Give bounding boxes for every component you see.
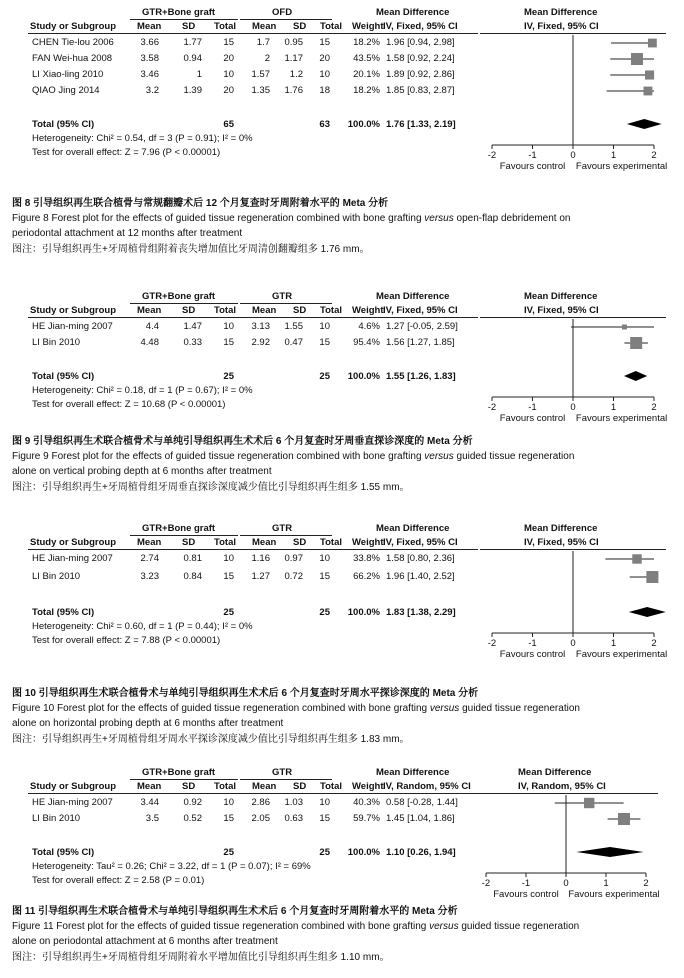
mean1: 3.46 bbox=[140, 69, 159, 80]
caption-en-pre: Figure 11 Forest plot for the effects of guided tissue regeneration combined with bone grafting bbox=[12, 921, 430, 932]
column-header: Mean bbox=[137, 781, 162, 792]
plot-method-header: IV, Fixed, 95% CI bbox=[524, 305, 599, 316]
mean1: 3.23 bbox=[140, 571, 159, 582]
heterogeneity: Heterogeneity: Chi² = 0.18, df = 1 (P = 0.67); I² = 0% bbox=[32, 385, 253, 396]
effect-ci: 1.58 [0.80, 2.36] bbox=[386, 553, 455, 564]
table-row bbox=[0, 797, 480, 813]
caption-note: 图注：引导组织再生+牙周植骨组牙周水平探诊深度减少值比引导组织再生组多 1.83 mm。 bbox=[12, 734, 410, 745]
mean1: 3.2 bbox=[145, 85, 159, 96]
sd1: 1.47 bbox=[183, 321, 202, 332]
total-n1: 25 bbox=[223, 371, 234, 382]
total-weight: 100.0% bbox=[347, 607, 380, 618]
weight: 4.6% bbox=[358, 321, 380, 332]
column-header: Mean bbox=[137, 305, 162, 316]
pooled-diamond bbox=[624, 371, 647, 381]
x-tick-label: -1 bbox=[528, 638, 537, 649]
plot-effect-header: Mean Difference bbox=[524, 7, 598, 18]
total1: 15 bbox=[223, 337, 234, 348]
overall-effect: Test for overall effect: Z = 10.68 (P < 0.00001) bbox=[32, 399, 226, 410]
x-tick-label: 2 bbox=[651, 402, 657, 413]
column-header: SD bbox=[182, 21, 196, 32]
x-tick-label: -2 bbox=[481, 878, 491, 889]
table-row bbox=[0, 321, 480, 337]
caption-en-pre: Figure 10 Forest plot for the effects of guided tissue regeneration combined with bone grafting bbox=[12, 703, 430, 714]
total-n1: 65 bbox=[223, 119, 234, 130]
study-name: HE Jian-ming 2007 bbox=[32, 321, 113, 332]
column-header: SD bbox=[182, 781, 196, 792]
x-tick-label: -1 bbox=[528, 150, 537, 161]
mean2: 1.57 bbox=[251, 69, 270, 80]
total-ci: 1.10 [0.26, 1.94] bbox=[386, 847, 456, 858]
column-header: SD bbox=[182, 537, 196, 548]
study-point bbox=[630, 337, 642, 349]
header-rule bbox=[28, 793, 478, 794]
column-header: Total bbox=[320, 21, 342, 32]
total-n2: 25 bbox=[319, 847, 330, 858]
total-weight: 100.0% bbox=[347, 371, 380, 382]
study-point bbox=[646, 571, 658, 583]
study-name: LI Xiao-ling 2010 bbox=[32, 69, 104, 80]
study-name: CHEN Tie-lou 2006 bbox=[32, 37, 114, 48]
column-header: Mean bbox=[137, 21, 162, 32]
caption-en-versus: versus bbox=[429, 703, 460, 714]
total2: 10 bbox=[319, 69, 330, 80]
effect-header: Mean Difference bbox=[376, 767, 450, 778]
sd2: 1.55 bbox=[284, 321, 303, 332]
mean2: 3.13 bbox=[251, 321, 270, 332]
sd2: 0.47 bbox=[284, 337, 303, 348]
mean1: 3.44 bbox=[140, 797, 159, 808]
column-header: SD bbox=[293, 781, 307, 792]
mean2: 2.92 bbox=[251, 337, 270, 348]
sd2: 1.2 bbox=[289, 69, 303, 80]
x-tick-label: 1 bbox=[610, 150, 617, 161]
study-name: HE Jian-ming 2007 bbox=[32, 553, 113, 564]
pooled-diamond bbox=[627, 119, 662, 129]
study-point bbox=[644, 87, 653, 96]
table-row bbox=[0, 53, 480, 69]
column-header: SD bbox=[182, 305, 196, 316]
caption-english-line1 bbox=[12, 703, 580, 715]
overall-effect: Test for overall effect: Z = 7.96 (P < 0.00001) bbox=[32, 147, 221, 158]
weight: 20.1% bbox=[353, 69, 380, 80]
total-ci: 1.76 [1.33, 2.19] bbox=[386, 119, 456, 130]
caption-chinese: 图 11 引导组织再生术联合植骨术与单纯引导组织再生术术后 6 个月复查时牙周附着水平的 Meta 分析 bbox=[12, 906, 458, 917]
total-n1: 25 bbox=[223, 847, 234, 858]
caption-note: 图注：引导组织再生+牙周植骨组附着丧失增加值比牙周清创翻瓣组多 1.76 mm。 bbox=[12, 244, 370, 255]
weight: 43.5% bbox=[353, 53, 380, 64]
caption-english-line2: periodontal attachment at 12 months after treatment bbox=[12, 228, 243, 239]
caption-en-post: guided tissue regeneration bbox=[453, 451, 575, 462]
total-n2: 63 bbox=[319, 119, 330, 130]
plot-method-header: IV, Fixed, 95% CI bbox=[524, 537, 599, 548]
column-header: Study or Subgroup bbox=[30, 537, 117, 548]
favours-control-label: Favours control bbox=[499, 413, 566, 424]
pooled-diamond bbox=[576, 847, 643, 857]
column-header: Total bbox=[214, 781, 236, 792]
figure-fig9 bbox=[0, 288, 684, 498]
x-tick-label: 0 bbox=[563, 878, 569, 889]
weight: 18.2% bbox=[353, 85, 380, 96]
x-tick-label: -2 bbox=[487, 638, 497, 649]
weight: 59.7% bbox=[353, 813, 380, 824]
caption-en-post: open-flap debridement on bbox=[453, 213, 571, 224]
heterogeneity: Heterogeneity: Chi² = 0.54, df = 3 (P = 0.91); I² = 0% bbox=[32, 133, 253, 144]
group2-underline bbox=[240, 19, 332, 20]
total-label: Total (95% CI) bbox=[32, 119, 95, 130]
caption-english-line1 bbox=[12, 451, 574, 463]
total2: 15 bbox=[319, 813, 330, 824]
column-header: SD bbox=[293, 305, 307, 316]
x-tick-label: 2 bbox=[651, 150, 657, 161]
plot-effect-header: Mean Difference bbox=[518, 767, 592, 778]
favours-experimental-label: Favours experimental bbox=[575, 649, 668, 660]
caption-en-pre: Figure 9 Forest plot for the effects of guided tissue regeneration combined with bone grafting bbox=[12, 451, 425, 462]
column-header: Weight bbox=[352, 21, 384, 32]
column-header: Mean bbox=[137, 537, 162, 548]
column-header: Mean bbox=[252, 537, 277, 548]
favours-experimental-label: Favours experimental bbox=[575, 161, 668, 172]
plot-method-header: IV, Fixed, 95% CI bbox=[524, 21, 599, 32]
column-header: Study or Subgroup bbox=[30, 781, 117, 792]
effect-ci: 1.56 [1.27, 1.85] bbox=[386, 337, 455, 348]
x-tick-label: 0 bbox=[570, 150, 576, 161]
table-row bbox=[0, 85, 480, 101]
x-tick-label: 2 bbox=[643, 878, 649, 889]
group1-underline bbox=[130, 779, 238, 780]
effect-ci: 1.89 [0.92, 2.86] bbox=[386, 69, 455, 80]
total-n2: 25 bbox=[319, 371, 330, 382]
total2: 18 bbox=[319, 85, 330, 96]
column-header: Total bbox=[214, 21, 236, 32]
sd1: 0.92 bbox=[183, 797, 202, 808]
column-header: Total bbox=[320, 305, 342, 316]
x-tick-label: -2 bbox=[487, 402, 497, 413]
caption-english-line1 bbox=[12, 213, 570, 225]
effect-ci: 1.27 [-0.05, 2.59] bbox=[386, 321, 458, 332]
mean1: 2.74 bbox=[140, 553, 159, 564]
study-name: LI Bin 2010 bbox=[32, 813, 81, 824]
x-tick-label: 0 bbox=[570, 638, 576, 649]
study-name: LI Bin 2010 bbox=[32, 571, 81, 582]
sd1: 0.33 bbox=[183, 337, 202, 348]
forest-plot bbox=[474, 764, 660, 900]
sd1: 0.94 bbox=[183, 53, 202, 64]
sd2: 1.17 bbox=[284, 53, 303, 64]
overall-effect: Test for overall effect: Z = 7.88 (P < 0.00001) bbox=[32, 635, 221, 646]
total-n2: 25 bbox=[319, 607, 330, 618]
mean1: 3.5 bbox=[145, 813, 159, 824]
effect-header: Mean Difference bbox=[376, 7, 450, 18]
x-tick-label: 0 bbox=[570, 402, 576, 413]
mean1: 3.58 bbox=[140, 53, 159, 64]
favours-experimental-label: Favours experimental bbox=[568, 889, 660, 900]
total-label: Total (95% CI) bbox=[32, 847, 95, 858]
total1: 15 bbox=[223, 571, 234, 582]
sd1: 0.52 bbox=[183, 813, 202, 824]
effect-header: Mean Difference bbox=[376, 291, 450, 302]
forest-plot bbox=[480, 4, 668, 172]
mean1: 4.48 bbox=[140, 337, 159, 348]
table-row bbox=[0, 37, 480, 53]
mean2: 1.27 bbox=[251, 571, 270, 582]
sd2: 0.63 bbox=[284, 813, 303, 824]
total-weight: 100.0% bbox=[347, 119, 380, 130]
figure-fig11 bbox=[0, 764, 684, 968]
table-row bbox=[0, 69, 480, 85]
plot-effect-header: Mean Difference bbox=[524, 291, 598, 302]
x-tick-label: -1 bbox=[521, 878, 531, 889]
method-header: IV, Fixed, 95% CI bbox=[383, 21, 458, 32]
total1: 20 bbox=[223, 85, 234, 96]
group2-underline bbox=[240, 779, 332, 780]
total2: 20 bbox=[319, 53, 330, 64]
figure-fig10 bbox=[0, 520, 684, 750]
column-header: Mean bbox=[252, 21, 277, 32]
study-point bbox=[631, 53, 643, 65]
sd1: 1.77 bbox=[183, 37, 202, 48]
weight: 95.4% bbox=[353, 337, 380, 348]
sd2: 0.97 bbox=[284, 553, 303, 564]
total-ci: 1.83 [1.38, 2.29] bbox=[386, 607, 456, 618]
heterogeneity: Heterogeneity: Tau² = 0.26; Chi² = 3.22, df = 1 (P = 0.07); I² = 69% bbox=[32, 861, 311, 872]
sd2: 1.76 bbox=[284, 85, 303, 96]
study-point bbox=[645, 70, 654, 79]
study-name: LI Bin 2010 bbox=[32, 337, 81, 348]
column-header: Weight bbox=[352, 537, 384, 548]
total2: 15 bbox=[319, 571, 330, 582]
study-point bbox=[632, 554, 641, 563]
table-row bbox=[0, 571, 480, 589]
header-rule bbox=[28, 549, 478, 550]
mean2: 2 bbox=[264, 53, 270, 64]
favours-control-label: Favours control bbox=[499, 649, 566, 660]
study-name: FAN Wei-hua 2008 bbox=[32, 53, 113, 64]
study-point bbox=[648, 39, 657, 48]
column-header: SD bbox=[293, 21, 307, 32]
pooled-diamond bbox=[629, 607, 666, 617]
caption-english-line2: alone on vertical probing depth at 6 months after treatment bbox=[12, 466, 272, 477]
mean2: 2.86 bbox=[251, 797, 270, 808]
column-header: Total bbox=[214, 537, 236, 548]
total1: 10 bbox=[223, 321, 234, 332]
group1-header: GTR+Bone graft bbox=[142, 7, 216, 18]
study-point bbox=[618, 813, 630, 825]
favours-control-label: Favours control bbox=[493, 889, 559, 900]
total1: 10 bbox=[223, 797, 234, 808]
weight: 33.8% bbox=[353, 553, 380, 564]
column-header: Mean bbox=[252, 781, 277, 792]
caption-en-post: guided tissue regeneration bbox=[458, 921, 580, 932]
group2-underline bbox=[240, 535, 332, 536]
forest-plot bbox=[480, 288, 668, 424]
weight: 18.2% bbox=[353, 37, 380, 48]
group2-header: GTR bbox=[272, 767, 293, 778]
total1: 15 bbox=[223, 813, 234, 824]
sd1: 0.81 bbox=[183, 553, 202, 564]
column-header: Study or Subgroup bbox=[30, 305, 117, 316]
sd2: 0.72 bbox=[284, 571, 303, 582]
total-weight: 100.0% bbox=[347, 847, 380, 858]
group1-header: GTR+Bone graft bbox=[142, 291, 216, 302]
caption-chinese: 图 10 引导组织再生术联合植骨术与单纯引导组织再生术术后 6 个月复查时牙周水平探诊深度的 Meta 分析 bbox=[12, 688, 479, 699]
study-point bbox=[584, 798, 594, 808]
overall-effect: Test for overall effect: Z = 2.58 (P = 0.01) bbox=[32, 875, 205, 886]
total1: 10 bbox=[223, 553, 234, 564]
x-tick-label: 1 bbox=[610, 638, 617, 649]
total2: 15 bbox=[319, 37, 330, 48]
forest-plot bbox=[480, 520, 668, 660]
column-header: Total bbox=[320, 537, 342, 548]
column-header: Total bbox=[320, 781, 342, 792]
favours-experimental-label: Favours experimental bbox=[575, 413, 668, 424]
sd2: 1.03 bbox=[284, 797, 303, 808]
x-tick-label: -2 bbox=[487, 150, 497, 161]
sd2: 0.95 bbox=[284, 37, 303, 48]
column-header: SD bbox=[293, 537, 307, 548]
method-header: IV, Fixed, 95% CI bbox=[383, 305, 458, 316]
group1-header: GTR+Bone graft bbox=[142, 523, 216, 534]
effect-ci: 0.58 [-0.28, 1.44] bbox=[386, 797, 458, 808]
column-header: Weight bbox=[352, 781, 384, 792]
table-row bbox=[0, 813, 480, 829]
effect-ci: 1.58 [0.92, 2.24] bbox=[386, 53, 455, 64]
effect-ci: 1.96 [0.94, 2.98] bbox=[386, 37, 455, 48]
sd1: 1 bbox=[196, 69, 202, 80]
total1: 20 bbox=[223, 53, 234, 64]
heterogeneity: Heterogeneity: Chi² = 0.60, df = 1 (P = 0.44); I² = 0% bbox=[32, 621, 253, 632]
total2: 10 bbox=[319, 797, 330, 808]
table-row bbox=[0, 337, 480, 353]
total2: 10 bbox=[319, 321, 330, 332]
caption-en-versus: versus bbox=[429, 921, 459, 932]
header-rule bbox=[28, 317, 478, 318]
effect-ci: 1.96 [1.40, 2.52] bbox=[386, 571, 455, 582]
method-header: IV, Fixed, 95% CI bbox=[383, 537, 458, 548]
x-tick-label: 1 bbox=[603, 878, 609, 889]
figure-fig8 bbox=[0, 4, 684, 260]
group2-underline bbox=[240, 303, 332, 304]
total2: 15 bbox=[319, 337, 330, 348]
weight: 66.2% bbox=[353, 571, 380, 582]
sd1: 0.84 bbox=[183, 571, 202, 582]
effect-ci: 1.85 [0.83, 2.87] bbox=[386, 85, 455, 96]
total1: 15 bbox=[223, 37, 234, 48]
group2-header: GTR bbox=[272, 523, 293, 534]
mean2: 2.05 bbox=[251, 813, 270, 824]
group1-underline bbox=[130, 19, 238, 20]
caption-note: 图注：引导组织再生+牙周植骨组牙周附着水平增加值比引导组织再生组多 1.10 mm。 bbox=[12, 952, 390, 963]
column-header: Total bbox=[214, 305, 236, 316]
caption-en-versus: versus bbox=[424, 213, 454, 224]
mean1: 4.4 bbox=[145, 321, 159, 332]
group2-header: GTR bbox=[272, 291, 293, 302]
caption-en-post: guided tissue regeneration bbox=[459, 703, 580, 714]
x-tick-label: -1 bbox=[528, 402, 537, 413]
total1: 10 bbox=[223, 69, 234, 80]
caption-en-versus: versus bbox=[424, 451, 454, 462]
mean2: 1.7 bbox=[256, 37, 270, 48]
caption-chinese: 图 9 引导组织再生术联合植骨术与单纯引导组织再生术术后 6 个月复查时牙周垂直探诊深度的 Meta 分析 bbox=[12, 436, 473, 447]
x-tick-label: 2 bbox=[651, 638, 657, 649]
method-header: IV, Random, 95% CI bbox=[383, 781, 471, 792]
caption-chinese: 图 8 引导组织再生联合植骨与常规翻瓣术后 12 个月复查时牙周附着水平的 Meta 分析 bbox=[12, 198, 389, 209]
plot-effect-header: Mean Difference bbox=[524, 523, 598, 534]
column-header: Weight bbox=[352, 305, 384, 316]
total-label: Total (95% CI) bbox=[32, 607, 95, 618]
group1-underline bbox=[130, 535, 238, 536]
group2-header: OFD bbox=[272, 7, 293, 18]
study-point bbox=[622, 325, 627, 330]
effect-header: Mean Difference bbox=[376, 523, 450, 534]
plot-method-header: IV, Random, 95% CI bbox=[518, 781, 606, 792]
total-label: Total (95% CI) bbox=[32, 371, 95, 382]
caption-english-line2: alone on periodontal attachment at 6 months after treatment bbox=[12, 936, 278, 947]
x-tick-label: 1 bbox=[610, 402, 617, 413]
group1-header: GTR+Bone graft bbox=[142, 767, 216, 778]
caption-note: 图注：引导组织再生+牙周植骨组牙周垂直探诊深度减少值比引导组织再生组多 1.55 mm。 bbox=[12, 482, 410, 493]
caption-english-line2: alone on horizontal probing depth at 6 months after treatment bbox=[12, 718, 284, 729]
study-name: HE Jian-ming 2007 bbox=[32, 797, 113, 808]
total-n1: 25 bbox=[223, 607, 234, 618]
study-name: QIAO Jing 2014 bbox=[32, 85, 100, 96]
header-rule bbox=[28, 33, 478, 34]
mean2: 1.35 bbox=[251, 85, 270, 96]
caption-en-pre: Figure 8 Forest plot for the effects of guided tissue regeneration combined with bone grafting bbox=[12, 213, 425, 224]
column-header: Study or Subgroup bbox=[30, 21, 117, 32]
effect-ci: 1.45 [1.04, 1.86] bbox=[386, 813, 455, 824]
group1-underline bbox=[130, 303, 238, 304]
favours-control-label: Favours control bbox=[499, 161, 566, 172]
mean2: 1.16 bbox=[251, 553, 270, 564]
weight: 40.3% bbox=[353, 797, 380, 808]
mean1: 3.66 bbox=[140, 37, 159, 48]
total-ci: 1.55 [1.26, 1.83] bbox=[386, 371, 456, 382]
sd1: 1.39 bbox=[183, 85, 202, 96]
total2: 10 bbox=[319, 553, 330, 564]
table-row bbox=[0, 553, 480, 571]
caption-english-line1 bbox=[12, 921, 579, 933]
column-header: Mean bbox=[252, 305, 277, 316]
